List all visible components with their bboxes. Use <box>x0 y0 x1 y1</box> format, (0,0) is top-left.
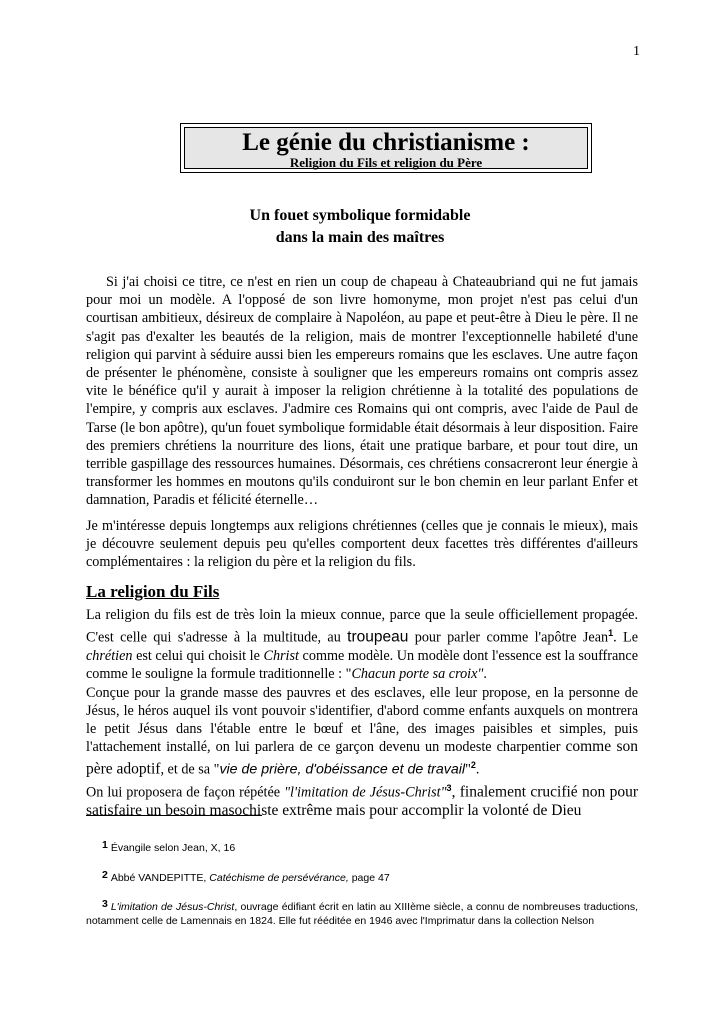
page-number: 1 <box>633 44 640 59</box>
footnote-ref-3[interactable]: 3 <box>446 783 452 794</box>
section-text-large: , finalement crucifié non pour satisfaire un besoin masochiste extrême mais pour accomplir la volonté de Dieu <box>86 784 638 820</box>
section-text-italic: Chacun porte sa croix" <box>351 666 484 683</box>
section-text: est celui qui choisit le <box>132 648 264 665</box>
footnote-number: 3 <box>102 898 108 910</box>
section-text: " <box>465 762 471 779</box>
section-text: comme modèle. Un modèle dont l'essence est la souffrance comme le souligne la formule traditionnelle : " <box>86 648 638 683</box>
footnote-text-italic: Catéchisme de persévérance, <box>209 872 349 884</box>
section-text: Conçue pour la grande masse des pauvres et des esclaves, elle leur propose, en la personne de Jésus, le héros auquel ils vont pouvoir s'identifier, d'abord comme enfants auxquels on montrera le petit Jésus dans l'étable entre le bœuf et l'âne, des images paisibles et simples, puis l'attachement installé, on lui parlera de ce garçon devenu un modeste charpentier <box>86 684 638 756</box>
section-text-italic: "l'imitation de Jésus-Christ" <box>284 785 447 802</box>
title-box <box>180 123 592 173</box>
section-text-italic: Christ <box>263 648 299 665</box>
section-text-italic: chrétien <box>86 648 133 665</box>
section-text: pour parler comme l'apôtre Jean <box>408 629 609 646</box>
title-box-inner <box>184 127 588 169</box>
footnote-separator <box>86 815 262 816</box>
footnote-text: , ouvrage édifiant écrit en latin au XIIIème siècle, a connu de nombreuses traductions, notamment celle de Lamennais en 1824. Elle fut rééditée en 1946 avec l'Imprimatur dans la collection Nelson <box>86 901 638 927</box>
footnote-number: 2 <box>102 869 108 881</box>
document-subtitle: Religion du Fils et religion du Père <box>289 155 483 170</box>
footnote-text: Évangile selon Jean, X, 16 <box>110 842 236 854</box>
section-text-quote: vie de prière, d'obéissance et de travail <box>219 762 466 779</box>
section-text: . <box>483 666 487 683</box>
section-body <box>86 606 638 820</box>
section-text: . <box>475 762 480 779</box>
subheading <box>170 205 550 249</box>
section-text: . Le <box>613 629 639 646</box>
section-text: On lui proposera de façon répétée <box>86 785 285 802</box>
second-paragraph: Je m'intéresse depuis longtemps aux religions chrétiennes (celles que je connais le mieux), mais je découvre seulement depuis peu qu'elles comportent deux facettes très différentes d'ailleurs complémentaires : la religion du père et la religion du fils. <box>86 518 638 571</box>
footnote-3 <box>86 897 638 928</box>
subheading-line-1: Un fouet symbolique formidable <box>249 207 471 224</box>
footnote-text: Abbé VANDEPITTE, <box>110 872 210 884</box>
footnote-number: 1 <box>102 839 108 851</box>
section-text-troupeau: troupeau <box>347 628 409 646</box>
subheading-line-2: dans la main des maîtres <box>275 229 445 246</box>
section-text: , et de sa " <box>160 762 220 779</box>
footnote-text-italic: L'imitation de Jésus-Christ <box>110 901 235 913</box>
section-text: La religion du fils est de très loin la mieux connue, parce que la seule officiellement propagée. C'est celle qui s'adresse à la multitude, au <box>86 607 638 646</box>
footnote-text: page 47 <box>348 872 390 884</box>
intro-paragraph: Si j'ai choisi ce titre, ce n'est en rien un coup de chapeau à Chateaubriand qui ne fut jamais pour moi un modèle. A l'opposé de son livre homonyme, mon projet n'est pas celui d'un courtisan ambitieux, désireux de complaire à Napoléon, au pape et peut-être à Dieu le père. Il ne s'agit pas d'exalter les beautés de la religion, mais de montrer l'exceptionnelle habileté d'une religion qui parvint à séduire aussi bien les empereurs romains que les esclaves. Une autre façon de présenter le phénomène, consiste à souligner que les empereurs romains ont compris assez vite le bénéfice qu'il y aurait à imposer la religion chrétienne à la totalité des populations de l'empire, y compris aux esclaves. J'admire ces Romains qui ont compris, avec l'aide de Paul de Tarse (le bon apôtre), qu'un fouet symbolique formidable était désormais à leur disposition. Faire des premiers chrétiens la nourriture des lions, était une pratique barbare, et pour tout dire, un terrible gaspillage des ressources humaines. Désormais, ces chrétiens consacreront leur énergie à transformer les hommes en moutons qu'ils conduiront sur le bon chemin en leur parlant Enfer et damnation, Paradis et félicité éternelle… <box>86 274 638 509</box>
footnote-1 <box>86 838 638 855</box>
section-title: La religion du Fils <box>86 582 220 601</box>
footnote-ref-2[interactable]: 2 <box>470 760 476 771</box>
section-text-large: comme son père adoptif <box>86 738 638 779</box>
footnote-2 <box>86 868 638 885</box>
document-title: Le génie du christianisme : <box>242 129 530 156</box>
footnote-ref-1[interactable]: 1 <box>608 628 614 639</box>
